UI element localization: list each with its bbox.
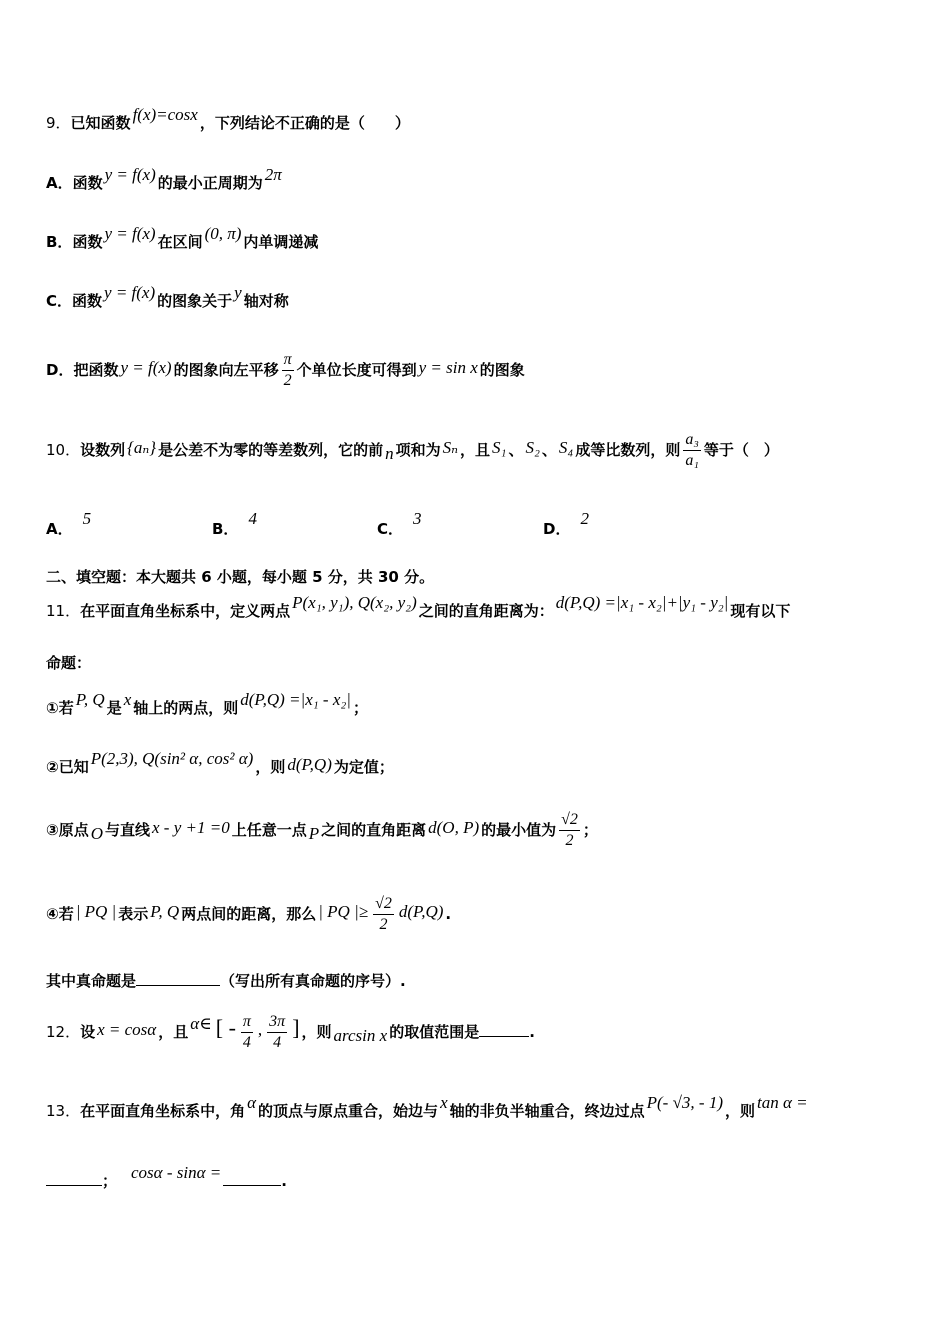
- q10-option-a: A．5: [46, 509, 92, 538]
- q11-proposition-1: ①若 P, Q 是 x 轴上的两点，则 d(P,Q) =|x₁ - x₂| ；: [46, 690, 368, 717]
- q9-number: 9．: [46, 114, 71, 132]
- q11-answer-blank[interactable]: [136, 971, 220, 986]
- q12-stem: 12．设 x = cosα ，且 α∈ [ - $\frac{\pi}{4}$ , $\frac{3\pi}{4}$ ] ，则 arcsin x 的取值范围是 .: [46, 1013, 535, 1051]
- q11-proposition-2: ②已知 P(2,3), Q(sin² α, cos² α) ，则 d(P,Q) 为定值；: [46, 749, 394, 776]
- q13-tan-blank[interactable]: [46, 1171, 102, 1186]
- q11-proposition-4: ④若 | PQ | 表示 P, Q 两点间的距离，那么 | PQ |≥ $\frac{√2}{2}$ d(P,Q) .: [46, 895, 452, 933]
- q9-function: f(x)=cosx: [132, 105, 198, 124]
- q10-option-c: C．3: [377, 509, 422, 538]
- q13-stem: 13．在平面直角坐标系中，角 α 的顶点与原点重合，始边与 x 轴的非负半轴重合，终边过点 P(- √3, - 1) ，则 tan α =: [46, 1093, 808, 1120]
- q9-option-a: A．函数 y = f(x) 的最小正周期为 2π: [46, 165, 282, 192]
- q11-stem: 11．在平面直角坐标系中，定义两点 P(x₁, y₁), Q(x₂, y₂) 之间的直角距离为： d(P,Q) =|x₁ - x₂|+|y₁ - y₂| 现有以下: [46, 593, 791, 620]
- q9-option-c: C．函数 y = f(x) 的图象关于 y 轴对称: [46, 283, 289, 310]
- q9-option-b: B．函数 y = f(x) 在区间 (0, π) 内单调递减: [46, 224, 319, 251]
- q9-option-d: D．把函数 y = f(x) 的图象向左平移 $\frac{\pi}{2}$ 个单位长度可得到 y = sin x 的图象: [46, 351, 525, 389]
- q13-answers: ； cosα - sinα = .: [46, 1170, 910, 1192]
- q9-stem: 9．已知函数 f(x)=cosx ，下列结论不正确的是（ ）: [46, 105, 410, 132]
- q10-option-d: D．2: [543, 509, 589, 538]
- q11-answer-line: 其中真命题是 （写出所有真命题的序号）.: [46, 972, 406, 990]
- q11-stem-cont: 命题：: [46, 654, 92, 672]
- q9-shift-fraction: $\frac{\pi}{2}$: [283, 351, 292, 389]
- q12-answer-blank[interactable]: [479, 1022, 529, 1037]
- q10-option-b: B．4: [212, 509, 257, 538]
- q10-stem: 10．设数列 {aₙ} 是公差不为零的等差数列，它的前 n 项和为 Sₙ ，且 S₁ 、 S₂ 、 S₄ 成等比数列，则 $\frac{\text{a₃}}{\text{a₁}}$ 等于（ ）: [46, 431, 779, 469]
- q13-cos-sin-blank[interactable]: [223, 1171, 281, 1186]
- q11-proposition-3: ③原点 O 与直线 x - y +1 =0 上任意一点 P 之间的直角距离 d(O, P) 的最小值为 $\frac{√2}{2}$ ；: [46, 811, 598, 849]
- q10-ratio-fraction: $\frac{\text{a₃}}{\text{a₁}}$: [685, 431, 699, 469]
- section-heading: 二、填空题：本大题共 6 小题，每小题 5 分，共 30 分。: [46, 568, 435, 586]
